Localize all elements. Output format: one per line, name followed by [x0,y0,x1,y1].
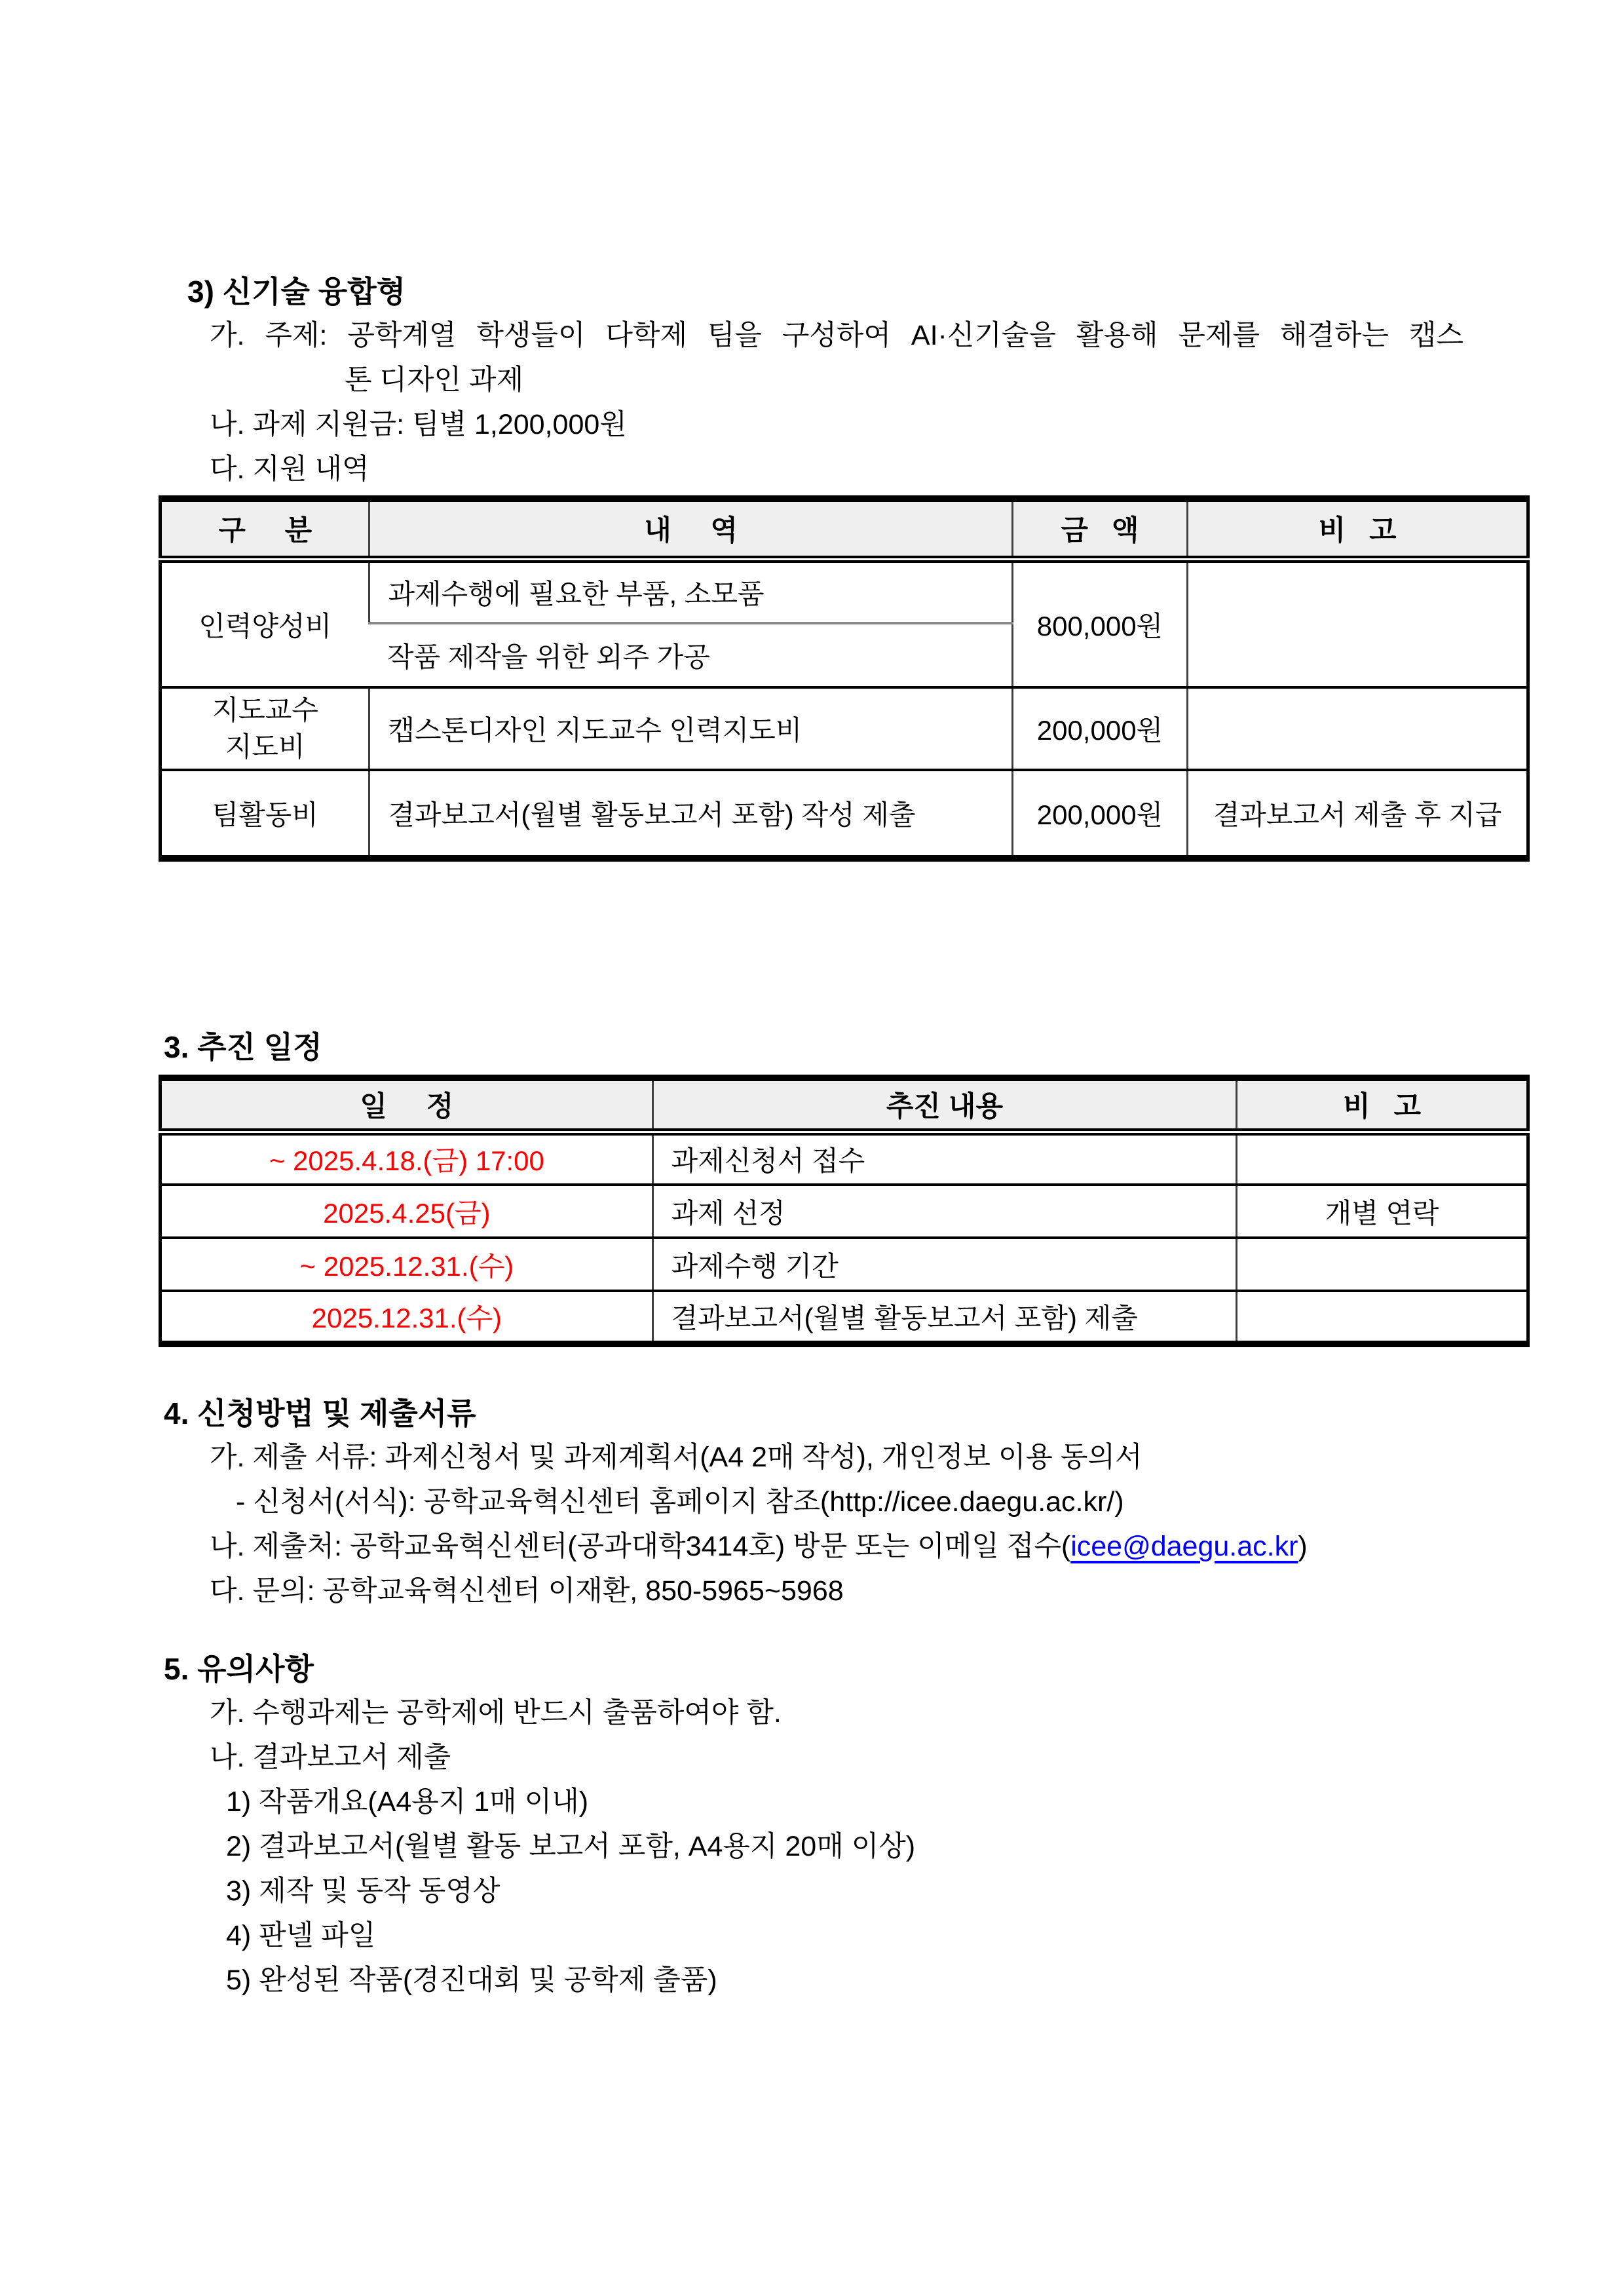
cell-detail-advisor: 캡스톤디자인 지도교수 인력지도비 [369,687,1012,770]
support-header-amount: 금 액 [1012,499,1187,559]
table-row [161,770,1528,858]
notes-item-ga: 가. 수행과제는 공학제에 반드시 출품하여야 함. [210,1697,782,1729]
cell-schedule-content-period: 과제수행 기간 [652,1238,1237,1291]
email-link[interactable]: icee@daegu.ac.kr [1070,1531,1298,1562]
table-row [161,1185,1528,1238]
cell-note-advisor [1188,687,1528,770]
apply-item-da: 다. 문의: 공학교육혁신센터 이재환, 850-5965~5968 [210,1575,844,1607]
subsection-item-ga-continuation: 톤 디자인 과제 [345,364,524,396]
subsection-heading: 3) 신기술 융합형 [187,275,406,309]
notes-sub-item-2: 2) 결과보고서(월별 활동 보고서 포함, A4용지 20매 이상) [226,1831,916,1862]
document-content [159,270,1531,2002]
apply-section-heading: 4. 신청방법 및 제출서류 [164,1396,476,1430]
support-details-table [159,495,1530,862]
support-table-header-row [161,499,1528,559]
cell-schedule-note-period [1237,1238,1528,1291]
schedule-table-header-row [161,1078,1528,1132]
cell-schedule-date-selection: 2025.4.25(금) [161,1185,653,1238]
subsection-item-ga: 가. 주제: 공학계열 학생들이 다학제 팀을 구성하여 AI·신기술을 활용해 문제를 해결하는 캡스 [210,320,1463,351]
cell-schedule-content-report: 결과보고서(월별 활동보고서 포함) 제출 [652,1291,1237,1344]
apply-item-na-text: 나. 제출처: 공학교육혁신센터(공과대학3414호) 방문 또는 이메일 접수( [210,1531,1071,1562]
table-row [161,1238,1528,1291]
schedule-header-date: 일 정 [161,1078,653,1132]
cell-detail-parts: 과제수행에 필요한 부품, 소모품 [369,559,1012,623]
cell-schedule-date-period: ~ 2025.12.31.(수) [161,1238,653,1291]
cell-amount-advisor: 200,000원 [1012,687,1187,770]
cell-category-advisor-line2: 지도비 [225,731,305,762]
table-row [161,1291,1528,1344]
cell-category-manpower: 인력양성비 [161,559,369,687]
spacer [159,862,1531,1025]
apply-item-na-suffix: ) [1298,1531,1308,1562]
support-header-category: 구 분 [161,499,369,559]
schedule-table [159,1075,1530,1347]
notes-sub-item-1: 1) 작품개요(A4용지 1매 이내) [226,1786,589,1818]
subsection-item-na: 나. 과제 지원금: 팀별 1,200,000원 [210,409,627,440]
cell-detail-team: 결과보고서(월별 활동보고서 포함) 작성 제출 [369,770,1012,858]
notes-item-na: 나. 결과보고서 제출 [210,1742,451,1773]
cell-schedule-note-selection: 개별 연락 [1237,1185,1528,1238]
schedule-header-note: 비 고 [1237,1078,1528,1132]
cell-category-advisor [161,687,369,770]
notes-sub-item-4: 4) 판넬 파일 [226,1920,376,1951]
subsection-item-da: 다. 지원 내역 [210,453,369,485]
cell-detail-outsourcing: 작품 제작을 위한 외주 가공 [369,623,1012,687]
notes-section-heading: 5. 유의사항 [164,1652,314,1686]
cell-amount-manpower: 800,000원 [1012,559,1187,687]
cell-category-advisor-line1: 지도교수 [212,695,318,725]
notes-sub-item-5: 5) 완성된 작품(경진대회 및 공학제 출품) [226,1964,717,1996]
cell-schedule-date-application: ~ 2025.4.18.(금) 17:00 [161,1132,653,1185]
table-row [161,687,1528,770]
table-row [161,1132,1528,1185]
support-header-detail: 내 역 [369,499,1012,559]
cell-category-team: 팀활동비 [161,770,369,858]
spacer [159,1613,1531,1647]
cell-schedule-content-selection: 과제 선정 [652,1185,1237,1238]
apply-item-na [210,1524,1531,1569]
cell-amount-team: 200,000원 [1012,770,1187,858]
cell-schedule-date-report: 2025.12.31.(수) [161,1291,653,1344]
apply-item-form: - 신청서(서식): 공학교육혁신센터 홈페이지 참조(http://icee.daegu.ac.kr/) [236,1486,1124,1518]
cell-schedule-note-report [1237,1291,1528,1344]
support-header-note: 비 고 [1188,499,1528,559]
cell-note-team: 결과보고서 제출 후 지급 [1188,770,1528,858]
table-row [161,559,1528,623]
cell-note-manpower [1188,559,1528,687]
cell-schedule-note-application [1237,1132,1528,1185]
schedule-header-content: 추진 내용 [652,1078,1237,1132]
cell-schedule-content-application: 과제신청서 접수 [652,1132,1237,1185]
spacer [159,1347,1531,1392]
schedule-section-heading: 3. 추진 일정 [164,1030,322,1064]
apply-item-ga: 가. 제출 서류: 과제신청서 및 과제계획서(A4 2매 작성), 개인정보 이용 동의서 [210,1442,1142,1473]
notes-sub-item-3: 3) 제작 및 동작 동영상 [226,1875,500,1907]
